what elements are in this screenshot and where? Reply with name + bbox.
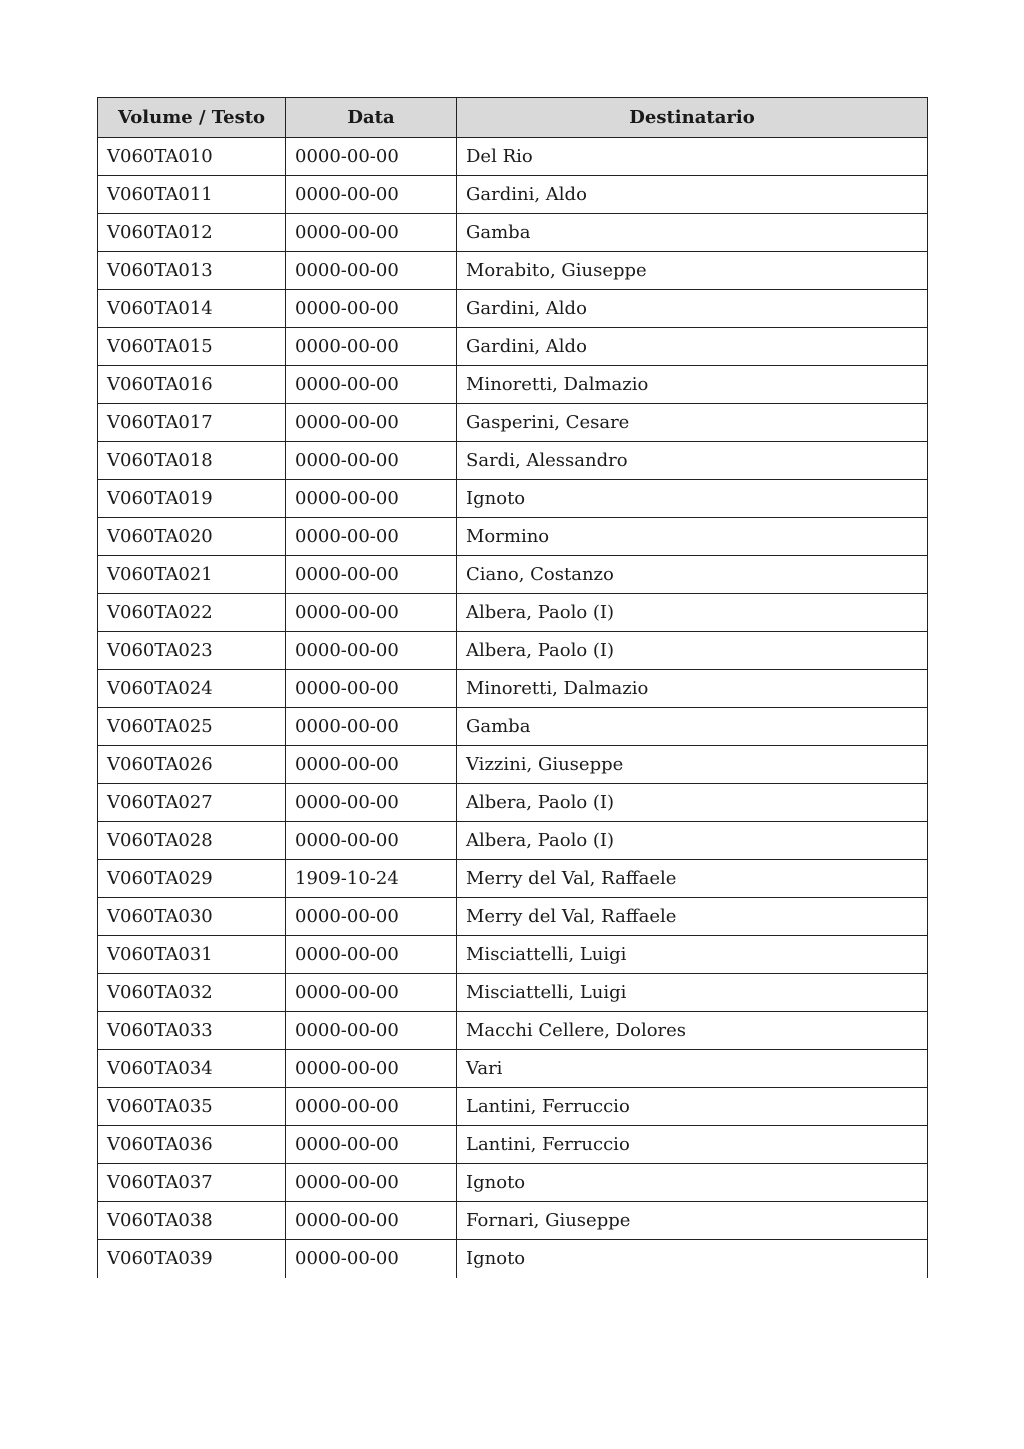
cell-volume-testo: V060TA028 <box>98 822 286 860</box>
cell-data: 0000-00-00 <box>286 404 457 442</box>
cell-data: 1909-10-24 <box>286 860 457 898</box>
cell-volume-testo: V060TA026 <box>98 746 286 784</box>
cell-data: 0000-00-00 <box>286 442 457 480</box>
cell-data: 0000-00-00 <box>286 1240 457 1278</box>
cell-volume-testo: V060TA015 <box>98 328 286 366</box>
cell-destinatario: Misciattelli, Luigi <box>457 974 928 1012</box>
cell-data: 0000-00-00 <box>286 936 457 974</box>
cell-volume-testo: V060TA037 <box>98 1164 286 1202</box>
table-row <box>98 822 928 860</box>
table-row <box>98 442 928 480</box>
cell-volume-testo: V060TA019 <box>98 480 286 518</box>
header-row <box>98 98 928 138</box>
records-table <box>97 97 928 1278</box>
cell-destinatario: Ciano, Costanzo <box>457 556 928 594</box>
cell-destinatario: Ignoto <box>457 480 928 518</box>
table-row <box>98 176 928 214</box>
table-row <box>98 1126 928 1164</box>
cell-volume-testo: V060TA016 <box>98 366 286 404</box>
cell-data: 0000-00-00 <box>286 670 457 708</box>
cell-destinatario: Del Rio <box>457 138 928 176</box>
cell-volume-testo: V060TA017 <box>98 404 286 442</box>
table-row <box>98 1012 928 1050</box>
cell-volume-testo: V060TA033 <box>98 1012 286 1050</box>
cell-destinatario: Misciattelli, Luigi <box>457 936 928 974</box>
cell-volume-testo: V060TA030 <box>98 898 286 936</box>
cell-data: 0000-00-00 <box>286 138 457 176</box>
table-row <box>98 366 928 404</box>
table-row <box>98 1240 928 1278</box>
table-row <box>98 480 928 518</box>
column-header-destinatario: Destinatario <box>457 98 928 138</box>
cell-data: 0000-00-00 <box>286 518 457 556</box>
cell-volume-testo: V060TA032 <box>98 974 286 1012</box>
cell-destinatario: Ignoto <box>457 1240 928 1278</box>
cell-destinatario: Morabito, Giuseppe <box>457 252 928 290</box>
cell-volume-testo: V060TA012 <box>98 214 286 252</box>
cell-destinatario: Merry del Val, Raffaele <box>457 860 928 898</box>
cell-volume-testo: V060TA039 <box>98 1240 286 1278</box>
cell-destinatario: Gamba <box>457 708 928 746</box>
table-row <box>98 252 928 290</box>
cell-data: 0000-00-00 <box>286 1088 457 1126</box>
cell-volume-testo: V060TA027 <box>98 784 286 822</box>
cell-volume-testo: V060TA022 <box>98 594 286 632</box>
cell-volume-testo: V060TA013 <box>98 252 286 290</box>
table-header <box>98 98 928 138</box>
column-header-volume-testo: Volume / Testo <box>98 98 286 138</box>
cell-data: 0000-00-00 <box>286 974 457 1012</box>
cell-data: 0000-00-00 <box>286 556 457 594</box>
table-row <box>98 898 928 936</box>
cell-destinatario: Merry del Val, Raffaele <box>457 898 928 936</box>
cell-volume-testo: V060TA024 <box>98 670 286 708</box>
cell-destinatario: Minoretti, Dalmazio <box>457 366 928 404</box>
cell-data: 0000-00-00 <box>286 1126 457 1164</box>
cell-destinatario: Albera, Paolo (I) <box>457 822 928 860</box>
cell-destinatario: Gardini, Aldo <box>457 290 928 328</box>
table-row <box>98 594 928 632</box>
cell-data: 0000-00-00 <box>286 746 457 784</box>
cell-volume-testo: V060TA018 <box>98 442 286 480</box>
cell-data: 0000-00-00 <box>286 1050 457 1088</box>
cell-destinatario: Macchi Cellere, Dolores <box>457 1012 928 1050</box>
cell-data: 0000-00-00 <box>286 822 457 860</box>
cell-data: 0000-00-00 <box>286 632 457 670</box>
cell-data: 0000-00-00 <box>286 480 457 518</box>
cell-data: 0000-00-00 <box>286 176 457 214</box>
cell-volume-testo: V060TA036 <box>98 1126 286 1164</box>
cell-data: 0000-00-00 <box>286 214 457 252</box>
cell-volume-testo: V060TA021 <box>98 556 286 594</box>
cell-destinatario: Lantini, Ferruccio <box>457 1088 928 1126</box>
table-row <box>98 1164 928 1202</box>
table-row <box>98 1088 928 1126</box>
cell-volume-testo: V060TA023 <box>98 632 286 670</box>
cell-volume-testo: V060TA011 <box>98 176 286 214</box>
cell-volume-testo: V060TA034 <box>98 1050 286 1088</box>
cell-data: 0000-00-00 <box>286 328 457 366</box>
cell-destinatario: Albera, Paolo (I) <box>457 594 928 632</box>
cell-destinatario: Fornari, Giuseppe <box>457 1202 928 1240</box>
column-header-data: Data <box>286 98 457 138</box>
cell-destinatario: Vizzini, Giuseppe <box>457 746 928 784</box>
table-row <box>98 708 928 746</box>
table-row <box>98 670 928 708</box>
cell-data: 0000-00-00 <box>286 1012 457 1050</box>
cell-destinatario: Albera, Paolo (I) <box>457 784 928 822</box>
table-row <box>98 974 928 1012</box>
cell-destinatario: Mormino <box>457 518 928 556</box>
table-row <box>98 1202 928 1240</box>
table-row <box>98 860 928 898</box>
table-row <box>98 556 928 594</box>
cell-data: 0000-00-00 <box>286 594 457 632</box>
cell-data: 0000-00-00 <box>286 1202 457 1240</box>
table-row <box>98 632 928 670</box>
cell-volume-testo: V060TA031 <box>98 936 286 974</box>
cell-data: 0000-00-00 <box>286 784 457 822</box>
cell-volume-testo: V060TA029 <box>98 860 286 898</box>
cell-destinatario: Ignoto <box>457 1164 928 1202</box>
table-body <box>98 138 928 1278</box>
cell-destinatario: Vari <box>457 1050 928 1088</box>
cell-data: 0000-00-00 <box>286 252 457 290</box>
cell-data: 0000-00-00 <box>286 898 457 936</box>
table-row <box>98 138 928 176</box>
table-row <box>98 746 928 784</box>
cell-volume-testo: V060TA014 <box>98 290 286 328</box>
table-row <box>98 328 928 366</box>
cell-destinatario: Gamba <box>457 214 928 252</box>
cell-destinatario: Albera, Paolo (I) <box>457 632 928 670</box>
table-row <box>98 518 928 556</box>
cell-destinatario: Gardini, Aldo <box>457 328 928 366</box>
table-row <box>98 290 928 328</box>
cell-volume-testo: V060TA020 <box>98 518 286 556</box>
cell-destinatario: Minoretti, Dalmazio <box>457 670 928 708</box>
cell-volume-testo: V060TA035 <box>98 1088 286 1126</box>
cell-data: 0000-00-00 <box>286 366 457 404</box>
cell-destinatario: Gasperini, Cesare <box>457 404 928 442</box>
cell-data: 0000-00-00 <box>286 290 457 328</box>
cell-data: 0000-00-00 <box>286 708 457 746</box>
table-row <box>98 784 928 822</box>
table-row <box>98 1050 928 1088</box>
table-row <box>98 404 928 442</box>
cell-destinatario: Sardi, Alessandro <box>457 442 928 480</box>
cell-volume-testo: V060TA038 <box>98 1202 286 1240</box>
cell-volume-testo: V060TA025 <box>98 708 286 746</box>
cell-destinatario: Gardini, Aldo <box>457 176 928 214</box>
table-row <box>98 936 928 974</box>
cell-volume-testo: V060TA010 <box>98 138 286 176</box>
table-row <box>98 214 928 252</box>
cell-destinatario: Lantini, Ferruccio <box>457 1126 928 1164</box>
cell-data: 0000-00-00 <box>286 1164 457 1202</box>
